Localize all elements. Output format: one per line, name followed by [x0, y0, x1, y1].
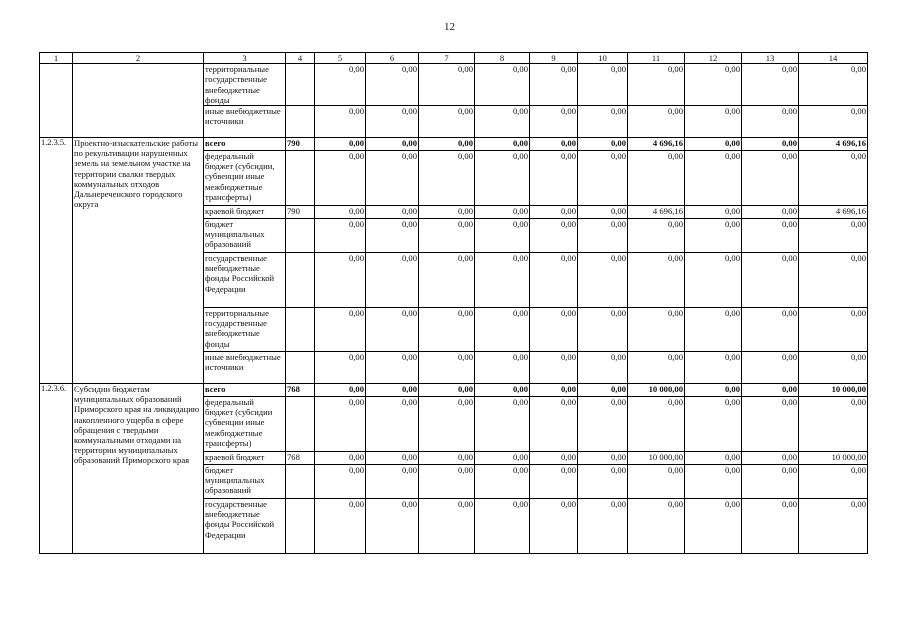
executor-code-cell: [286, 151, 315, 206]
amount-cell: 0,00: [419, 253, 475, 308]
amount-cell: 0,00: [685, 206, 742, 219]
amount-cell: 0,00: [366, 308, 419, 352]
amount-cell: 0,00: [475, 397, 530, 452]
page-number: 12: [444, 21, 455, 33]
column-header: 14: [799, 53, 868, 64]
executor-code-cell: [286, 219, 315, 253]
amount-cell: 0,00: [315, 465, 366, 499]
amount-cell: 0,00: [578, 308, 628, 352]
table-row: [40, 64, 868, 106]
table-row: [40, 138, 868, 151]
amount-cell: 10 000,00: [628, 452, 685, 465]
amount-cell: 0,00: [419, 452, 475, 465]
amount-cell: 0,00: [742, 206, 799, 219]
amount-cell: 0,00: [628, 106, 685, 138]
amount-cell: 0,00: [685, 384, 742, 397]
amount-cell: 0,00: [799, 219, 868, 253]
amount-cell: 0,00: [742, 384, 799, 397]
amount-cell: 0,00: [578, 499, 628, 554]
table-row: [40, 384, 868, 397]
executor-code-cell: [286, 352, 315, 384]
amount-cell: 0,00: [530, 352, 578, 384]
amount-cell: 0,00: [475, 206, 530, 219]
amount-cell: 10 000,00: [799, 452, 868, 465]
amount-cell: 0,00: [742, 499, 799, 554]
amount-cell: 0,00: [685, 64, 742, 106]
amount-cell: 0,00: [742, 352, 799, 384]
amount-cell: 0,00: [685, 499, 742, 554]
amount-cell: 0,00: [366, 64, 419, 106]
column-header: 11: [628, 53, 685, 64]
column-header: 4: [286, 53, 315, 64]
amount-cell: 0,00: [578, 151, 628, 206]
amount-cell: 0,00: [315, 151, 366, 206]
amount-cell: 0,00: [530, 253, 578, 308]
column-header: 12: [685, 53, 742, 64]
column-header: 13: [742, 53, 799, 64]
amount-cell: 0,00: [578, 465, 628, 499]
amount-cell: 0,00: [742, 308, 799, 352]
column-header: 6: [366, 53, 419, 64]
amount-cell: 0,00: [475, 106, 530, 138]
amount-cell: 0,00: [742, 253, 799, 308]
column-header: 10: [578, 53, 628, 64]
amount-cell: 0,00: [628, 151, 685, 206]
amount-cell: 0,00: [799, 64, 868, 106]
amount-cell: 0,00: [628, 219, 685, 253]
amount-cell: 0,00: [685, 397, 742, 452]
amount-cell: 0,00: [530, 384, 578, 397]
amount-cell: 0,00: [685, 106, 742, 138]
amount-cell: 0,00: [742, 151, 799, 206]
budget-table: [39, 52, 868, 554]
amount-cell: 0,00: [685, 138, 742, 151]
funding-source-cell: краевой бюджет: [204, 206, 286, 219]
column-header: 3: [204, 53, 286, 64]
amount-cell: 0,00: [315, 206, 366, 219]
amount-cell: 0,00: [578, 384, 628, 397]
funding-source-cell: бюджет муниципальных образований: [204, 465, 286, 499]
funding-source-cell: всего: [204, 384, 286, 397]
amount-cell: 0,00: [419, 465, 475, 499]
amount-cell: 0,00: [628, 499, 685, 554]
amount-cell: 0,00: [475, 308, 530, 352]
amount-cell: 0,00: [315, 253, 366, 308]
amount-cell: 0,00: [366, 206, 419, 219]
amount-cell: 0,00: [419, 352, 475, 384]
amount-cell: 0,00: [628, 308, 685, 352]
executor-code-cell: [286, 499, 315, 554]
amount-cell: 0,00: [530, 64, 578, 106]
amount-cell: 0,00: [578, 64, 628, 106]
amount-cell: 0,00: [742, 465, 799, 499]
amount-cell: 0,00: [685, 352, 742, 384]
amount-cell: 0,00: [315, 308, 366, 352]
amount-cell: 0,00: [685, 219, 742, 253]
amount-cell: 0,00: [475, 64, 530, 106]
amount-cell: 0,00: [419, 219, 475, 253]
amount-cell: 0,00: [578, 397, 628, 452]
item-name-cell: [73, 64, 204, 138]
amount-cell: 4 696,16: [799, 206, 868, 219]
amount-cell: 0,00: [419, 384, 475, 397]
column-header: 9: [530, 53, 578, 64]
amount-cell: 0,00: [628, 465, 685, 499]
amount-cell: 0,00: [578, 206, 628, 219]
amount-cell: 0,00: [578, 138, 628, 151]
amount-cell: 0,00: [578, 352, 628, 384]
amount-cell: 0,00: [530, 308, 578, 352]
amount-cell: 0,00: [366, 352, 419, 384]
amount-cell: 0,00: [742, 452, 799, 465]
executor-code-cell: 768: [286, 452, 315, 465]
amount-cell: 0,00: [315, 384, 366, 397]
amount-cell: 0,00: [366, 106, 419, 138]
amount-cell: 10 000,00: [628, 384, 685, 397]
amount-cell: 0,00: [366, 151, 419, 206]
amount-cell: 0,00: [799, 253, 868, 308]
amount-cell: 0,00: [419, 138, 475, 151]
amount-cell: 0,00: [315, 397, 366, 452]
amount-cell: 0,00: [799, 106, 868, 138]
amount-cell: 0,00: [419, 64, 475, 106]
amount-cell: 0,00: [628, 64, 685, 106]
amount-cell: 0,00: [799, 397, 868, 452]
amount-cell: 0,00: [475, 352, 530, 384]
amount-cell: 0,00: [475, 499, 530, 554]
item-code-cell: [40, 64, 73, 138]
amount-cell: 0,00: [315, 352, 366, 384]
amount-cell: 0,00: [628, 253, 685, 308]
amount-cell: 0,00: [578, 106, 628, 138]
amount-cell: 0,00: [530, 465, 578, 499]
column-header: 2: [73, 53, 204, 64]
funding-source-cell: федеральный бюджет (субсидии субвенции иные межбюджетные трансферты): [204, 397, 286, 452]
amount-cell: 0,00: [419, 151, 475, 206]
amount-cell: 0,00: [366, 219, 419, 253]
item-name-cell: Проектно-изыскательские работы по рекультивации нарушенных земель на земельном участке на территории свалки твердых коммунальных отходов Дальнереченского городского округа: [73, 138, 204, 384]
amount-cell: 0,00: [578, 452, 628, 465]
funding-source-cell: иные внебюджетные источники: [204, 352, 286, 384]
executor-code-cell: [286, 308, 315, 352]
executor-code-cell: [286, 397, 315, 452]
executor-code-cell: 790: [286, 206, 315, 219]
amount-cell: 0,00: [799, 499, 868, 554]
amount-cell: 0,00: [685, 308, 742, 352]
amount-cell: 0,00: [366, 499, 419, 554]
executor-code-cell: [286, 465, 315, 499]
amount-cell: 0,00: [578, 253, 628, 308]
amount-cell: 0,00: [315, 106, 366, 138]
funding-source-cell: бюджет муниципальных образований: [204, 219, 286, 253]
amount-cell: 0,00: [315, 64, 366, 106]
column-header: 7: [419, 53, 475, 64]
executor-code-cell: [286, 64, 315, 106]
funding-source-cell: государственные внебюджетные фонды Российской Федерации: [204, 499, 286, 554]
amount-cell: 0,00: [530, 106, 578, 138]
header-row: [40, 53, 868, 64]
amount-cell: 0,00: [419, 308, 475, 352]
amount-cell: 0,00: [530, 452, 578, 465]
amount-cell: 0,00: [419, 206, 475, 219]
item-name-cell: Субсидии бюджетам муниципальных образований Приморского края на ликвидацию накопленного ущерба в сфере обращения с твердыми коммунальными отходами на территории муниципальных образований Приморского края: [73, 384, 204, 554]
amount-cell: 0,00: [419, 106, 475, 138]
amount-cell: 0,00: [366, 397, 419, 452]
amount-cell: 0,00: [315, 219, 366, 253]
amount-cell: 0,00: [475, 253, 530, 308]
amount-cell: 0,00: [530, 206, 578, 219]
amount-cell: 4 696,16: [628, 206, 685, 219]
amount-cell: 0,00: [366, 253, 419, 308]
amount-cell: 0,00: [628, 397, 685, 452]
amount-cell: 0,00: [315, 138, 366, 151]
column-header: 8: [475, 53, 530, 64]
table-body: [40, 53, 868, 554]
executor-code-cell: 768: [286, 384, 315, 397]
amount-cell: 0,00: [799, 465, 868, 499]
amount-cell: 4 696,16: [799, 138, 868, 151]
amount-cell: 0,00: [578, 219, 628, 253]
executor-code-cell: 790: [286, 138, 315, 151]
amount-cell: 0,00: [742, 64, 799, 106]
item-code-cell: 1.2.3.5.: [40, 138, 73, 384]
amount-cell: 0,00: [475, 384, 530, 397]
amount-cell: 0,00: [799, 308, 868, 352]
item-code-cell: 1.2.3.6.: [40, 384, 73, 554]
funding-source-cell: всего: [204, 138, 286, 151]
column-header: 1: [40, 53, 73, 64]
amount-cell: 0,00: [530, 219, 578, 253]
amount-cell: 0,00: [475, 465, 530, 499]
amount-cell: 0,00: [419, 397, 475, 452]
executor-code-cell: [286, 253, 315, 308]
amount-cell: 0,00: [530, 499, 578, 554]
column-header: 5: [315, 53, 366, 64]
amount-cell: 0,00: [475, 151, 530, 206]
amount-cell: 0,00: [315, 452, 366, 465]
amount-cell: 0,00: [366, 452, 419, 465]
amount-cell: 4 696,16: [628, 138, 685, 151]
amount-cell: 0,00: [628, 352, 685, 384]
amount-cell: 0,00: [685, 253, 742, 308]
amount-cell: 0,00: [742, 138, 799, 151]
amount-cell: 0,00: [530, 151, 578, 206]
amount-cell: 0,00: [685, 465, 742, 499]
amount-cell: 0,00: [799, 151, 868, 206]
amount-cell: 0,00: [475, 138, 530, 151]
amount-cell: 0,00: [742, 397, 799, 452]
amount-cell: 0,00: [742, 219, 799, 253]
funding-source-cell: краевой бюджет: [204, 452, 286, 465]
amount-cell: 0,00: [530, 138, 578, 151]
amount-cell: 0,00: [315, 499, 366, 554]
amount-cell: 0,00: [475, 219, 530, 253]
amount-cell: 0,00: [419, 499, 475, 554]
amount-cell: 0,00: [685, 452, 742, 465]
amount-cell: 0,00: [366, 465, 419, 499]
funding-source-cell: федеральный бюджет (субсидии, субвенции иные межбюджетные трансферты): [204, 151, 286, 206]
funding-source-cell: территориальные государственные внебюджетные фонды: [204, 308, 286, 352]
amount-cell: 0,00: [475, 452, 530, 465]
funding-source-cell: территориальные государственные внебюджетные фонды: [204, 64, 286, 106]
funding-source-cell: иные внебюджетные источники: [204, 106, 286, 138]
executor-code-cell: [286, 106, 315, 138]
amount-cell: 0,00: [799, 352, 868, 384]
funding-source-cell: государственные внебюджетные фонды Российской Федерации: [204, 253, 286, 308]
amount-cell: 0,00: [742, 106, 799, 138]
amount-cell: 0,00: [530, 397, 578, 452]
amount-cell: 0,00: [685, 151, 742, 206]
amount-cell: 0,00: [366, 138, 419, 151]
amount-cell: 0,00: [366, 384, 419, 397]
amount-cell: 10 000,00: [799, 384, 868, 397]
